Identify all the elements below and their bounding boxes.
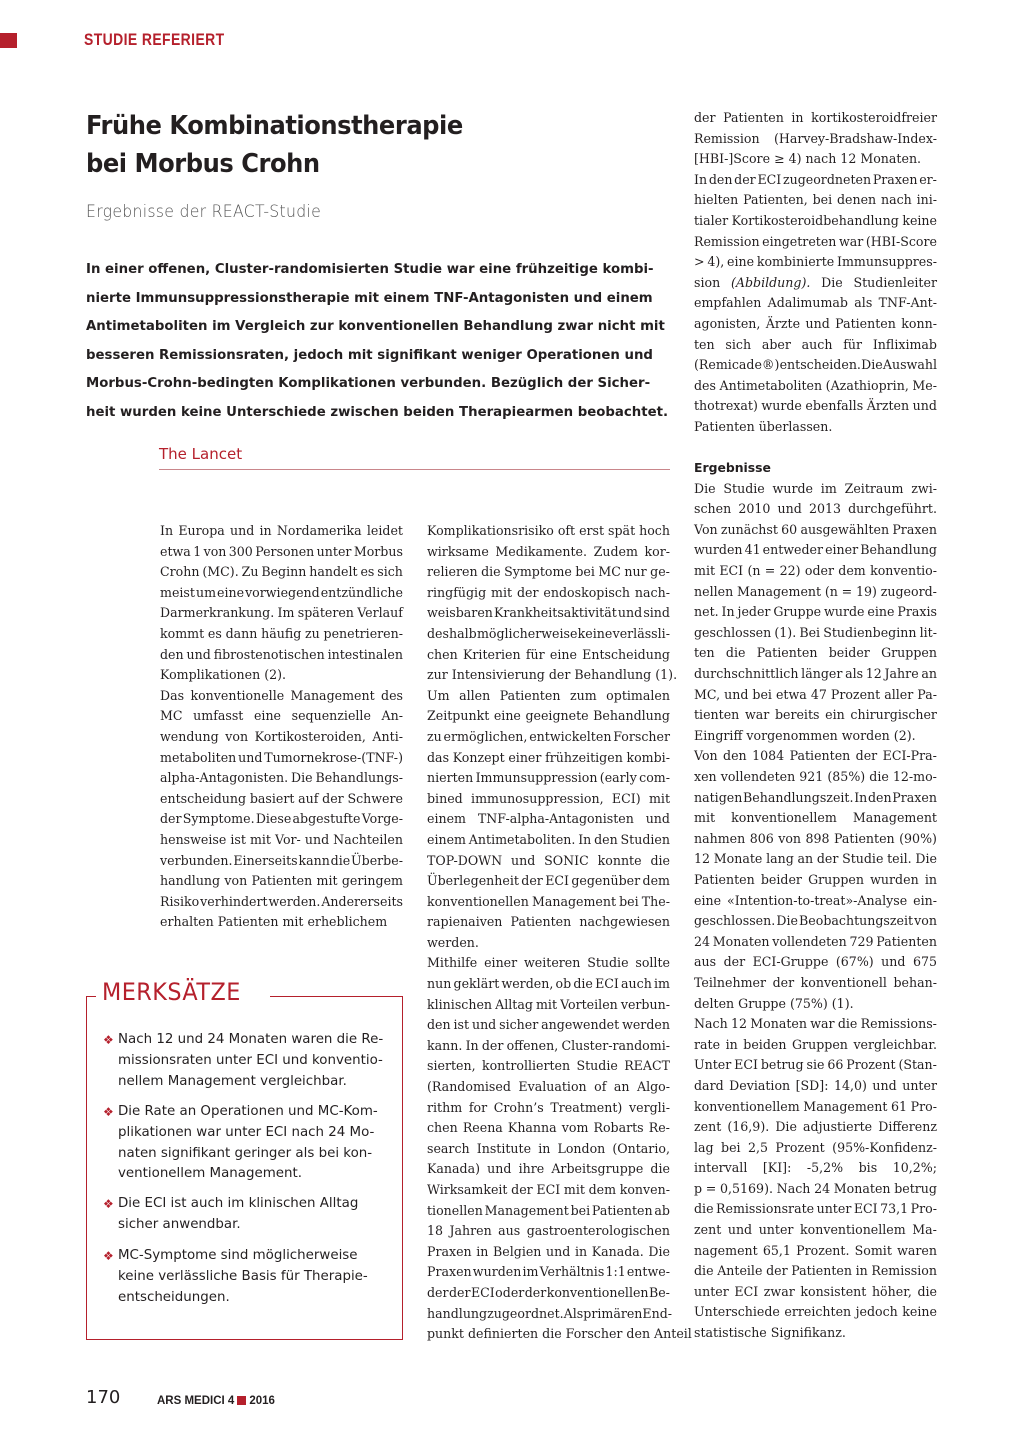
text-line: statistische Signifikanz.	[694, 1325, 846, 1341]
text-line: wirksame Medikamente. Zudem kor-	[427, 543, 670, 559]
text-line: ten die Patienten beider Gruppen	[694, 645, 937, 661]
text-line: relieren die Symptome bei MC nur ge-	[427, 564, 670, 580]
text-line: 12 Monate lang an der Studie teil. Die	[694, 851, 937, 867]
body-column-3	[694, 108, 937, 1344]
lead-line: nierte Immunsuppressionstherapie mit einem TNF-Antagonisten und einem	[86, 290, 653, 306]
text-line: p = 0,5169). Nach 24 Monaten betrug	[694, 1180, 937, 1196]
text-line: werden.	[427, 934, 479, 950]
text-line: nellen Management (n = 19) zugeord-	[694, 583, 937, 599]
merksatz-line: plikationen war unter ECI nach 24 Mo-	[118, 1124, 375, 1140]
body-column-2	[427, 521, 692, 1345]
diamond-bullet-icon: ❖	[103, 1033, 114, 1047]
text-line: xen vollendeten 921 (85%) die 12-mo-	[694, 769, 937, 784]
text-line: [HBI-]Score ≥ 4) nach 12 Monaten.	[694, 151, 922, 167]
text-line: In Europa und in Nordamerika leidet	[160, 523, 403, 538]
text-line: thotrexat) wurde ebenfalls Ärzten und	[694, 398, 937, 414]
diamond-bullet-icon: ❖	[103, 1197, 114, 1211]
article-title	[86, 107, 607, 183]
text-line: Die Studie wurde im Zeitraum zwi-	[694, 480, 937, 496]
merksatz-line: ventionellem Management.	[118, 1166, 302, 1182]
text-line: einem TNF-alpha-Antagonisten und	[427, 811, 670, 827]
text-line: tienten war bereits ein chirurgischer	[694, 707, 937, 723]
text-line: rate in beiden Gruppen vergleichbar.	[694, 1036, 937, 1052]
text-line: einem Antimetaboliten. In den Studien	[427, 831, 670, 847]
merksaetze-title: MERKSÄTZE	[102, 978, 241, 1006]
text-line: Crohn (MC). Zu Beginn handelt es sich	[160, 564, 403, 580]
text-line: TOP-DOWN und SONIC konnte die	[427, 852, 670, 868]
text-line: punkt definierten die Forscher den Anteil	[427, 1326, 692, 1342]
text-line: agonisten, Ärzte und Patienten konn-	[694, 315, 937, 331]
text-line: das Konzept einer frühzeitigen kombi-	[427, 749, 670, 765]
text-line: klinischen Alltag mit Vorteilen verbun-	[427, 996, 670, 1012]
text-line: chen Kriterien für eine Entscheidung	[427, 646, 670, 662]
text-line: Von den 1084 Patienten der ECI-Pra-	[694, 748, 937, 764]
magazine-footer	[157, 1395, 275, 1407]
text-line: wendung von Kortikosteroiden, Anti-	[160, 728, 403, 744]
diamond-bullet-icon: ❖	[103, 1249, 114, 1263]
text-line: Teilnehmer der konventionell behan-	[694, 974, 937, 990]
text-line: delten Gruppe (75%) (1).	[694, 995, 854, 1011]
text-line: erhalten Patienten mit erheblichem	[160, 914, 388, 930]
text-line: etwa 1 von 300 Personen unter Morbus	[160, 543, 403, 559]
text-line: intervall [KI]: -5,2% bis 10,2%;	[694, 1160, 937, 1176]
text-line: Praxen wurden im Verhältnis 1:1 entwe-	[427, 1264, 670, 1280]
text-line: MC, und bei etwa 47 Prozent aller Pa-	[694, 686, 937, 702]
magazine-name: ARS MEDICI 4	[157, 1395, 235, 1407]
text-line: net. In jeder Gruppe wurde eine Praxis	[694, 604, 937, 620]
merksatz-item	[103, 1246, 393, 1308]
text-line: geschlossen. Die Beobachtungszeit von	[694, 913, 937, 929]
text-line: zent (16,9). Die adjustierte Differenz	[694, 1119, 937, 1135]
text-line: Praxen in Belgien und in Kanada. Die	[427, 1243, 670, 1259]
text-line: nierten Immunsuppression (early com-	[427, 770, 670, 786]
section-header: STUDIE REFERIERT	[84, 30, 225, 49]
text-line: bined immunosuppression, ECI) mit	[427, 790, 670, 806]
merksatz-line: missionsraten unter ECI und konventio-	[118, 1052, 383, 1068]
merksatz-line: naten signifikant geringer als bei kon-	[118, 1145, 373, 1161]
text-line: des Antimetaboliten (Azathioprin, Me-	[694, 377, 937, 393]
text-line: Das konventionelle Management des	[160, 687, 403, 703]
text-line: Um allen Patienten zum optimalen	[427, 687, 670, 703]
text-line: Risiko verhindert werden. Andererseits	[160, 893, 403, 909]
text-line: 24 Monaten vollendeten 729 Patienten	[694, 933, 937, 949]
text-line: lag bei 2,5 Prozent (95%-Konfidenz-	[694, 1139, 937, 1155]
text-line: search Institute in London (Ontario,	[427, 1140, 670, 1156]
text-line: rapienaiven Patienten nachgewiesen	[427, 914, 670, 930]
text-line: eine «Intention-to-treat»-Analyse ein-	[694, 892, 937, 908]
body-column-1	[160, 521, 403, 933]
text-line: die Remissionsrate unter ECI 73,1 Pro-	[694, 1201, 937, 1217]
text-line: kann. In der offenen, Cluster-randomi-	[427, 1037, 670, 1053]
text-line: entscheidung basiert auf der Schwere	[160, 790, 403, 806]
text-line: Unter ECI betrug sie 66 Prozent (Stan-	[694, 1057, 937, 1073]
text-line: metaboliten und Tumornekrose-(TNF-)	[160, 749, 403, 765]
merksatz-line: sicher anwendbar.	[118, 1216, 241, 1232]
section-heading: Ergebnisse	[694, 460, 771, 476]
section-marker	[0, 33, 17, 48]
title-line-2: bei Morbus Crohn	[86, 149, 320, 179]
lead-line: In einer offenen, Cluster-randomisierten Studie war eine frühzeitige kombi-	[86, 262, 654, 277]
text-line: Kanada) und ihre Arbeitsgruppe die	[427, 1161, 670, 1177]
text-line: Unterschiede erreichten jedoch keine	[694, 1304, 937, 1320]
text-line: verbunden. Einerseits kann die Überbe-	[160, 852, 403, 868]
text-line: Überlegenheit der ECI gegenüber dem	[427, 873, 670, 889]
text-line: MC umfasst eine sequenzielle An-	[160, 708, 403, 724]
text-line: empfahlen Adalimumab als TNF-Ant-	[694, 295, 937, 311]
merksaetze-rule-right	[270, 996, 402, 997]
text-line: chen Reena Khanna vom Robarts Re-	[427, 1120, 670, 1136]
text-line: nun geklärt werden, ob die ECI auch im	[427, 976, 670, 992]
merksatz-line: nellem Management vergleichbar.	[118, 1073, 347, 1089]
text-line: nagement 65,1 Prozent. Somit waren	[694, 1242, 937, 1258]
text-line: tionellen Management bei Patienten ab	[427, 1202, 670, 1218]
merksatz-line: MC-Symptome sind möglicherweise	[118, 1248, 358, 1263]
text-line: mit ECI (n = 22) oder dem konventio-	[694, 563, 937, 579]
text-line: Nach 12 Monaten war die Remissions-	[694, 1016, 937, 1032]
text-line: rithm for Crohn’s Treatment) vergli-	[427, 1099, 670, 1115]
text-line: 18 Jahren aus gastroenterologischen	[427, 1223, 670, 1239]
text-line: deshalb möglicherweise keine verlässli-	[427, 625, 670, 641]
merksatz-line: Nach 12 und 24 Monaten waren die Re-	[118, 1032, 384, 1047]
footer-square	[237, 1396, 246, 1405]
text-line: Eingriff vorgenommen worden (2).	[694, 727, 916, 743]
text-line: Wirksamkeit der ECI mit dem konven-	[427, 1182, 670, 1197]
text-line: schen 2010 und 2013 durchgeführt.	[694, 501, 937, 517]
text-line: der Patienten in kortikosteroidfreier	[694, 110, 937, 125]
text-line: tialer Kortikosteroidbehandlung keine	[694, 212, 937, 228]
text-line: Remission eingetreten war (HBI-Score	[694, 233, 937, 249]
text-line: sion (Abbildung). Die Studienleiter	[694, 274, 937, 290]
lead-paragraph	[86, 256, 672, 428]
text-line: zu ermöglichen, entwickelten Forscher	[427, 728, 670, 744]
text-line: Komplikationen (2).	[160, 667, 287, 683]
source-label: The Lancet	[159, 445, 243, 463]
text-line: Patienten beider Gruppen wurden in	[694, 871, 937, 887]
diamond-bullet-icon: ❖	[103, 1105, 114, 1119]
text-line: wurden 41 entweder einer Behandlung	[694, 542, 937, 558]
text-line: Zeitpunkt eine geeignete Behandlung	[427, 708, 670, 724]
text-line: nahmen 806 von 898 Patienten (90%)	[694, 830, 937, 846]
text-line: durchschnittlich länger als 12 Jahre an	[694, 666, 937, 682]
text-line: sierten, kontrollierten Studie REACT	[427, 1058, 670, 1074]
merksatz-line: entscheidungen.	[118, 1289, 230, 1305]
text-line: kommt es dann häufig zu penetrieren-	[160, 625, 403, 641]
text-line: der der ECI oder der konventionellen Be-	[427, 1284, 670, 1300]
title-line-1: Frühe Kombinationstherapie	[86, 111, 463, 141]
text-line: Remission (Harvey-Bradshaw-Index-	[694, 130, 937, 146]
text-line: die Anteile der Patienten in Remission	[694, 1263, 937, 1279]
merksatz-line: Die ECI ist auch im klinischen Alltag	[118, 1196, 359, 1211]
text-line: ringfügig mit der endoskopisch nach-	[427, 584, 670, 600]
merksatz-line: Die Rate an Operationen und MC-Kom-	[118, 1104, 378, 1119]
merksaetze-rule-left	[86, 996, 96, 997]
text-line: dard Deviation [SD]: 14,0) und unter	[694, 1077, 937, 1093]
text-line: mit konventionellem Management	[694, 810, 937, 826]
text-line: konventionellem Management 61 Pro-	[694, 1098, 937, 1114]
lead-line: Morbus-Crohn-bedingten Komplikationen verbunden. Bezüglich der Sicher-	[86, 376, 651, 392]
text-line: weisbaren Krankheitsaktivität und sind	[427, 605, 670, 621]
page-number: 170	[86, 1387, 121, 1408]
merksatz-item	[103, 1030, 393, 1092]
source-divider	[159, 469, 670, 470]
text-line: > 4), eine kombinierte Immunsuppres-	[694, 254, 937, 270]
article-subtitle: Ergebnisse der REACT-Studie	[86, 202, 322, 221]
text-line: Von zunächst 60 ausgewählten Praxen	[694, 521, 937, 537]
text-line: aus der ECI-Gruppe (67%) und 675	[694, 954, 937, 970]
text-line: ten sich aber auch für Infliximab	[694, 336, 937, 352]
text-line: alpha-Antagonisten. Die Behandlungs-	[160, 770, 403, 786]
text-line	[694, 438, 937, 459]
merksatz-item	[103, 1194, 393, 1236]
text-line: konventionellen Management bei The-	[427, 893, 670, 909]
text-line: zent und unter konventionellem Ma-	[694, 1222, 937, 1238]
merksatz-line: keine verlässliche Basis für Therapie-	[118, 1268, 368, 1284]
text-line: den und fibrostenotischen intestinalen	[160, 646, 403, 662]
text-line: (Randomised Evaluation of an Algo-	[427, 1079, 670, 1095]
text-line: natigen Behandlungszeit. In den Praxen	[694, 789, 937, 805]
lead-line: Antimetaboliten im Vergleich zur konventionellen Behandlung zwar nicht mit	[86, 319, 665, 335]
lead-line: heit wurden keine Unterschiede zwischen beiden Therapiearmen beobachtet.	[86, 404, 668, 420]
text-line: handlung von Patienten mit geringem	[160, 873, 403, 889]
text-line: Patienten überlassen.	[694, 418, 833, 434]
text-line: hielten Patienten, bei denen nach ini-	[694, 192, 937, 208]
text-line: In den der ECI zugeordneten Praxen er-	[694, 171, 937, 187]
text-line: Darmerkrankung. Im späteren Verlauf	[160, 605, 403, 621]
text-line: (Remicade®) entscheiden. Die Auswahl	[694, 357, 937, 373]
text-line: der Symptome. Diese abgestufte Vorge-	[160, 811, 403, 827]
text-line: unter ECI zwar konsistent höher, die	[694, 1283, 937, 1299]
text-line: handlung zugeordnet. Als primären End-	[427, 1305, 673, 1321]
lead-line: besseren Remissionsraten, jedoch mit signifikant weniger Operationen und	[86, 347, 653, 363]
text-line: den ist und sicher angewendet werden	[427, 1017, 670, 1033]
text-line: Mithilfe einer weiteren Studie sollte	[427, 955, 670, 971]
text-line: hensweise ist mit Vor- und Nachteilen	[160, 831, 403, 847]
merksatz-item	[103, 1102, 393, 1185]
text-line: geschlossen (1). Bei Studienbeginn lit-	[694, 624, 937, 640]
text-line: Komplikationsrisiko oft erst spät hoch	[427, 523, 670, 538]
text-line: zur Intensivierung der Behandlung (1).	[427, 667, 678, 683]
magazine-year: 2016	[249, 1395, 275, 1407]
text-line: meist um eine vorwiegend entzündliche	[160, 584, 403, 600]
